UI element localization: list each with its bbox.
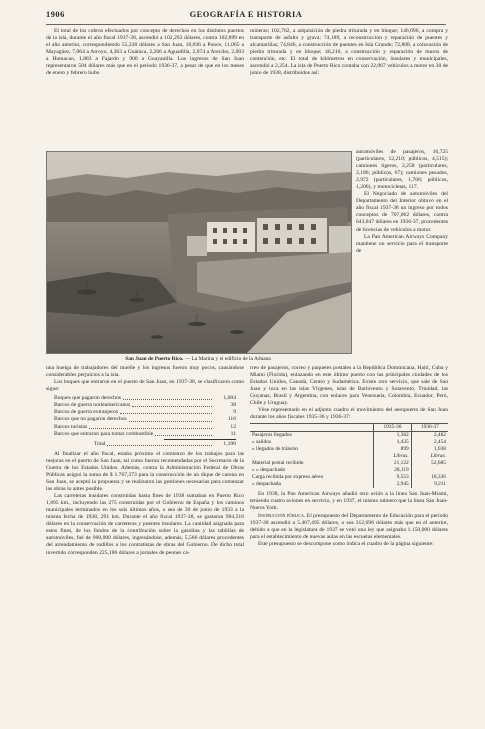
paragraph-airport-intro: Vése representado en el adjunto cuadro el movimiento del aeropuerto de San Juan durante los años fiscales 1935-36 y 1936-37: xyxy=(250,407,448,421)
ships-row-value: 1,004 xyxy=(223,395,236,402)
airport-table-row xyxy=(250,432,448,440)
airport-row-label: Pasajeros llegados xyxy=(252,432,292,439)
ships-row-label: Barcos que entraron para tomar combustible xyxy=(54,430,154,437)
ships-row-label: Barcos de guerra extranjeros xyxy=(54,409,119,416)
leader-dots xyxy=(132,402,212,407)
airport-row-label: » llegados de tránsito xyxy=(252,446,298,453)
airport-row-label: Carga recibida por expreso aéreo xyxy=(252,474,324,481)
airport-value-1936-37: Libras. xyxy=(411,453,448,460)
ships-total-value: 1,190 xyxy=(223,440,236,447)
harbor-photo xyxy=(46,151,352,354)
harbor-photo-illustration xyxy=(47,152,351,353)
ships-row-label: Barcos de guerra norteamericanos xyxy=(54,402,131,409)
education-heading: Instrucción pública. xyxy=(258,512,306,519)
airport-value-1935-36: 9,553 xyxy=(374,474,412,481)
airport-row-label: » » despachado xyxy=(252,467,286,474)
airport-header-cell xyxy=(250,424,374,432)
airport-value-1936-37 xyxy=(411,467,448,474)
header-rule xyxy=(46,24,446,25)
airport-row-label xyxy=(250,453,374,460)
airport-value-1935-36: 28,119 xyxy=(374,467,412,474)
airport-header-cell: 1936-37 xyxy=(411,424,448,432)
ships-row-value: 11 xyxy=(230,430,236,437)
airport-value-1935-36: Libras. xyxy=(374,453,412,460)
paragraph-education xyxy=(250,513,448,541)
paragraph-auto-bureau: El Negociado de automóviles del Departamento del Interior obtuvo en el año fiscal 1937-38 un ingreso por todos conceptos de 707,062 dólares, contra 643,847 dólares en 1936-37, procedentes de licencias de vehículos a motor. xyxy=(356,191,448,233)
ships-table-row xyxy=(54,402,236,409)
ships-row-label: Barcos que no pagaron derechos xyxy=(54,416,127,423)
paragraph-port-works: Al finalizar el año fiscal, estaba próximo el comienzo de los trabajos para las mejoras en el puerto de San Juan, tal como fueron recomendadas por el Secretario de la Guerra de los Estados Unidos. Además, contra la Administración Federal de Obras Públicas asignó la suma de $ 1.767,273 para la construcción de un dique de carena en San Juan, se aceptó la propuesta y se realizaron las gestiones necesarias para comenzar las obras lo antes posible. xyxy=(46,450,244,493)
airport-value-1935-36: 21,122 xyxy=(374,460,412,467)
column-right-side xyxy=(356,149,448,365)
leader-dots xyxy=(89,424,212,429)
airport-table-row xyxy=(250,481,448,488)
leader-dots xyxy=(123,395,212,400)
airport-value-1936-37: 52,685 xyxy=(411,460,448,467)
column-left-bottom xyxy=(46,365,244,700)
photo-caption xyxy=(46,356,350,362)
airport-row-label: » salidos xyxy=(252,439,272,446)
airport-table-row xyxy=(250,467,448,474)
airport-value-1935-36: 2,945 xyxy=(374,481,412,488)
ships-row-value: 116 xyxy=(227,416,236,423)
page-number: 1906 xyxy=(46,10,65,19)
paragraph-new-plane: En 1938, la Pan American Airways añadió otro avión a la línea San Juan-Miami, teniendo cuatro aviones en servicio, y en 1937, el mismo número que la línea San Juan-Nueva York. xyxy=(250,491,448,512)
leader-dots xyxy=(107,441,212,446)
paragraph-customs-revenue: El total de los cobros efectuados por concepto de derechos en los distintos puertos de la isla, durante el año fiscal 1937-38, ascendió a 102,293 dólares, contra 102,899 en el año anterior, correspondiendo 55,338 dólares a San Juan, 18,036 a Ponce, 11,065 a Mayagüez, 7,064 a Arroyo, 4,363 a Guánica, 2,266 a Aguadilla, 2,074 a Arecibo, 2,003 a Humacao, 1,883 a Fajardo y 900 a Guayanilla. Los ingresos de San Juan representaron 504 dólares más que en el período 1936-37, a pesar de que en los meses de enero y febrero hubo xyxy=(46,28,244,77)
airport-value-1935-36: 899 xyxy=(374,446,412,453)
airport-table-row xyxy=(250,460,448,467)
total-rule xyxy=(164,439,236,440)
running-header xyxy=(46,10,446,22)
column-right-top xyxy=(250,28,448,149)
caption-place: San Juan de Puerto Rico. xyxy=(125,356,184,362)
airport-table-row xyxy=(250,474,448,481)
ships-row-label: Barcos turistas xyxy=(54,423,88,430)
paragraph-ships-intro: Los buques que entraron en el puerto de San Juan, en 1937-38, se clasificaron como sigue: xyxy=(46,379,244,393)
column-right-bottom xyxy=(250,365,448,700)
airport-row-label: » despachada xyxy=(252,481,281,488)
ships-table-row xyxy=(54,416,236,423)
airport-row-label: Material postal recibido xyxy=(252,460,304,467)
airport-value-1936-37: 1,038 xyxy=(411,446,448,453)
airport-value-1935-36: 1,435 xyxy=(374,439,412,446)
airport-header-cell: 1935-36 xyxy=(374,424,412,432)
airport-table-header xyxy=(250,424,448,432)
column-left-top xyxy=(46,28,244,149)
leader-dots xyxy=(155,431,212,436)
paragraph-strike: una huelga de trabajadores del muelle y los ingresos fueron muy pocos, causándose considerables perjuicios a la isla. xyxy=(46,365,244,379)
paragraph-budget-note: Este presupuesto se descompone como indica el cuadro de la página siguiente: xyxy=(258,540,434,547)
leader-dots xyxy=(120,409,212,414)
paragraph-road-spending: mineras; 102,762, a adquisición de piedra triturada y en bloque; 146,696, a compra y transporte de asfalto y grava; 74,189, a reconstrucción y reparación de puentes y alcantarillas; 74,846, a construcción de puentes en Isla Grande; 72,808, a colocación de piedra triturada y en bloque; 46,216, a construcción y reparación de muros de contención, etc. El total de kilómetros en conservación, insulares y municipales, ascendió a 2,254. La isla de Puerto Rico contaba con 22,067 vehículos a motor en 30 de junio de 1938, distribuidos así: xyxy=(250,28,448,77)
airport-table-row xyxy=(250,439,448,446)
ships-table-row xyxy=(54,409,236,416)
airport-table-row xyxy=(250,453,448,460)
ships-table xyxy=(54,395,236,448)
paragraph-vehicles: automóviles de pasajeros, 16,725 (particulares, 12,210; públicos, 4,515); camiones ligeros, 2,258 (particulares, 2,186; públicos, 67); camiones pesados, 2,972 (particulares, 1,766; públicos, 1,206), y motocicletas, 117. xyxy=(356,149,448,191)
education-text: El presupuesto del Departamento de Educación para el período 1937-38 ascendió a 5.467,495 dólares, o sea 312,696 dólares más que en el anterior, debido a que en la legislatura de 1937 se votó una ley que asignaba 1.150,000 dólares para el establecimiento de nuevas aulas en las escuelas elementales. xyxy=(250,512,448,540)
paragraph-air-routes: rreo de pasajeros, correo y paquetes postales a la República Dominicana, Haití, Cuba y Miami (Florida), enlazando en este último puerto con las principales ciudades de los Estados Unidos, Canadá, Centro y Sudamérica. Existe otro servicio, que sale de San Juan y toca en las islas Vírgenes, islas de Barlovento y Sotavento, Trinidad, las Guyanas, Brasil y Argentina, con enlaces para Venezuela, Colombia, Ecuador, Perú, Chile y Uruguay. xyxy=(250,365,448,407)
airport-value-1936-37: 18,336 xyxy=(411,474,448,481)
ships-row-label: Buques que pagaron derechos xyxy=(54,395,121,402)
leader-dots xyxy=(129,416,212,421)
ships-row-value: 12 xyxy=(230,423,236,430)
ships-total-label: Total xyxy=(94,440,106,447)
airport-value-1936-37: 2,454 xyxy=(411,439,448,446)
airport-value-1936-37: 9,211 xyxy=(411,481,448,488)
page-title: GEOGRAFÍA E HISTORIA xyxy=(189,10,303,19)
airport-value-1936-37: 2,482 xyxy=(411,432,448,440)
airport-value-1935-36: 1,362 xyxy=(374,432,412,440)
ships-row-value: 9 xyxy=(233,409,236,416)
airport-table-row xyxy=(250,446,448,453)
airport-table xyxy=(250,423,448,488)
caption-text: — La Marina y el edificio de la Aduana xyxy=(184,356,271,362)
ships-table-row xyxy=(54,424,236,431)
paragraph-pan-american-intro: La Pan American Airways Company mantiene un servicio para el transporte de xyxy=(356,233,448,254)
ships-table-row xyxy=(54,395,236,402)
paragraph-roads: Las carreteras insulares construidas hasta fines de 1938 sumaban en Puerto Rico 1,895 km., incluyendo las 275 construidas por el Gobierno de España y los caminos municipales terminados en los seis últimos años, o sea de 30 de junio de 1933 a la misma fecha de 1938, 291 km. Durante el año fiscal 1937-38, se gastaron 904,516 dólares en la conservación de carreteras y puentes insulares. La cantidad asignada para estos fines, de los fondos de la contribución sobre la gasolina y las tablillas de automóviles, fué de 900,000 dólares, ingresándose, además, 5,566 dólares procedentes del arrendamiento de rodillos a los contratistas de obras del Gobierno. De dicho total invertido corresponden 225,186 dólares a jornales de peones ca- xyxy=(46,493,244,556)
ships-table-row xyxy=(54,431,236,438)
ships-row-value: 38 xyxy=(230,402,236,409)
ships-total-row xyxy=(54,441,236,448)
